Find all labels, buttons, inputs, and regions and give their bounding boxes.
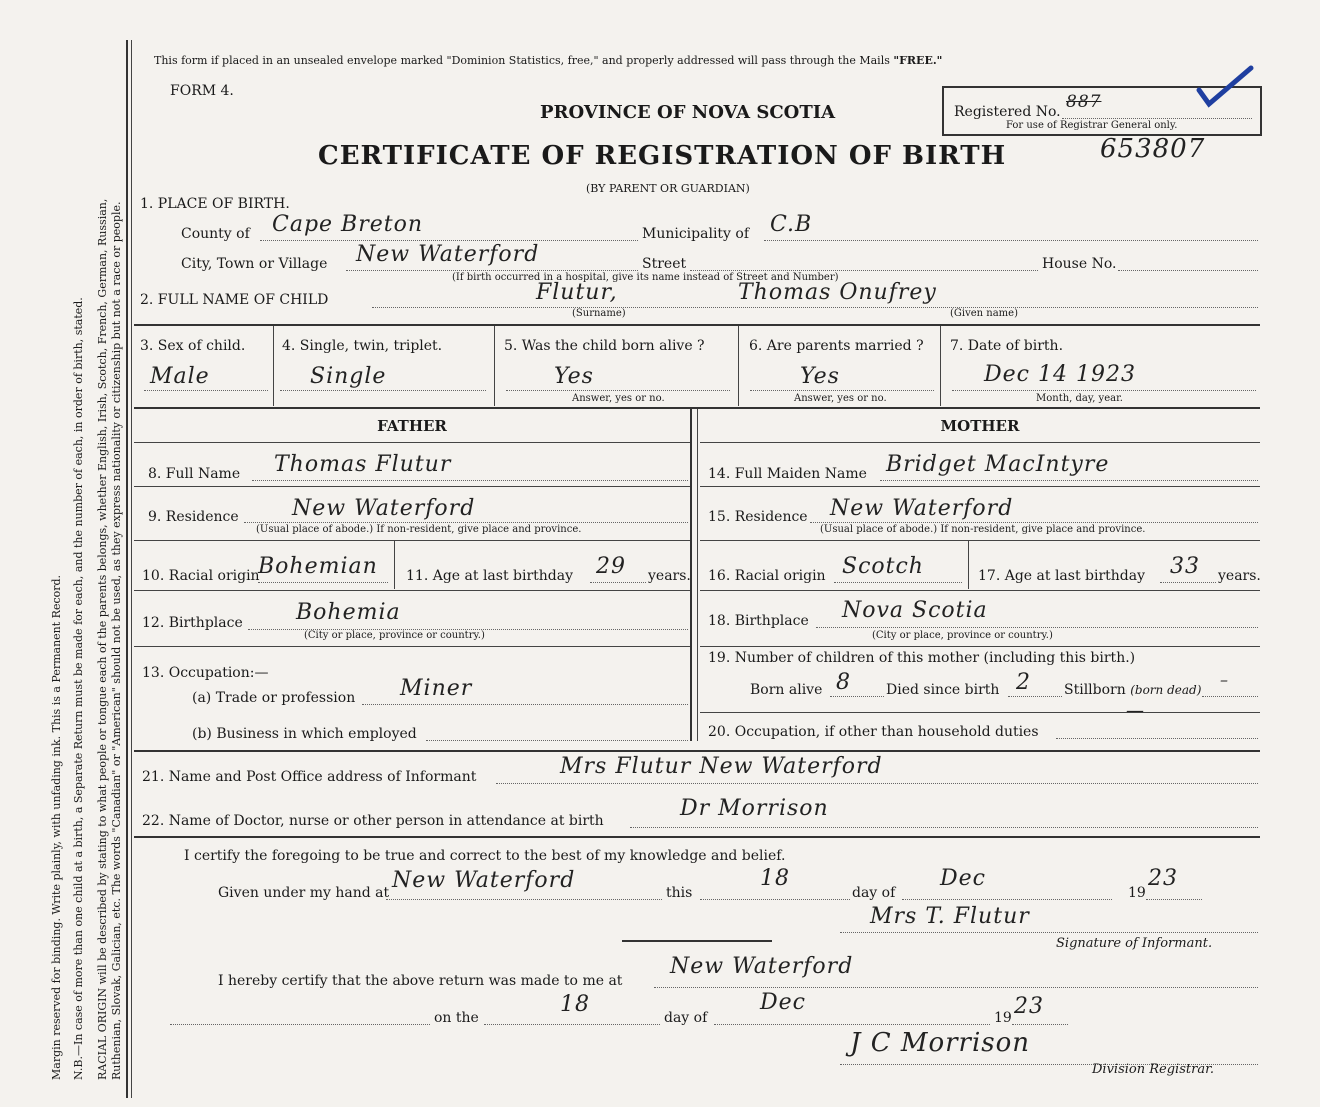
given-under-hand-label: Given under my hand at <box>218 885 390 901</box>
checkmark-icon <box>1195 64 1255 110</box>
on-the-label: on the <box>434 1010 479 1026</box>
house-number-label: House No. <box>1042 256 1117 272</box>
certificate-subtitle: (BY PARENT OR GUARDIAN) <box>586 182 750 195</box>
doctor-label: 22. Name of Doctor, nurse or other person in attendance at birth <box>142 813 604 829</box>
father-racial-origin-label: 10. Racial origin <box>142 568 260 584</box>
registered-value: 887 <box>1066 92 1102 112</box>
registered-label: Registered No. <box>954 104 1061 120</box>
registrar-signature: J C Morrison <box>850 1028 1031 1058</box>
municipality-label: Municipality of <box>642 226 750 242</box>
father-name-value: Thomas Flutur <box>274 452 452 477</box>
registrar-year-value: 23 <box>1014 994 1044 1019</box>
trade-label: (a) Trade or profession <box>192 690 356 706</box>
street-label: Street <box>642 256 687 272</box>
children-count-label: 19. Number of children of this mother (including this birth.) <box>708 650 1136 666</box>
mother-birthplace-caption: (City or place, province or country.) <box>872 630 1053 641</box>
province-title: PROVINCE OF NOVA SCOTIA <box>540 102 836 123</box>
county-label: County of <box>181 226 250 242</box>
died-since-birth-label: Died since birth <box>886 682 1000 698</box>
mother-occupation-label: 20. Occupation, if other than household duties <box>708 724 1039 740</box>
city-label: City, Town or Village <box>181 256 328 272</box>
mother-residence-label: 15. Residence <box>708 509 808 525</box>
surname-caption: (Surname) <box>572 308 626 319</box>
sex-value: Male <box>150 364 210 389</box>
municipality-value: C.B <box>770 212 813 237</box>
margin-note-3: RACIAL ORIGIN will be described by stating to what people or tongue each of the parents belongs, whether English, Irish, Scotch, French, German, Russian, <box>96 198 109 1080</box>
parents-married-question: 6. Are parents married ? <box>749 338 924 354</box>
mother-birthplace-label: 18. Birthplace <box>708 613 809 629</box>
place-of-birth-heading: 1. PLACE OF BIRTH. <box>140 196 290 212</box>
father-residence-value: New Waterford <box>292 496 476 521</box>
business-label: (b) Business in which employed <box>192 726 417 742</box>
trade-value: Miner <box>400 676 473 701</box>
margin-note-4: Ruthenian, Slovak, Galician, etc. The words "Canadian" or "American" should not be used, as they express nationality or citizenship but not a race or people. <box>110 201 123 1080</box>
mother-occupation-value: — <box>1126 700 1145 721</box>
registrar-day-value: 18 <box>560 992 590 1017</box>
father-birthplace-label: 12. Birthplace <box>142 615 243 631</box>
stillborn-note: (born dead) <box>1130 683 1202 697</box>
certification-month-value: Dec <box>940 866 986 891</box>
father-residence-caption: (Usual place of abode.) If non-resident, give place and province. <box>256 524 582 535</box>
registrar-note: For use of Registrar General only. <box>1006 120 1178 131</box>
registrar-year-prefix: 19 <box>994 1010 1012 1026</box>
mother-heading: MOTHER <box>940 417 1020 435</box>
certification-year-prefix: 19 <box>1128 885 1146 901</box>
died-since-birth-value: 2 <box>1016 670 1031 695</box>
date-of-birth-value: Dec 14 1923 <box>984 362 1136 387</box>
father-racial-origin-value: Bohemian <box>258 554 378 579</box>
born-alive-count-label: Born alive <box>750 682 823 698</box>
plurality-value: Single <box>310 364 387 389</box>
father-age-label: 11. Age at last birthday <box>406 568 574 584</box>
given-name-caption: (Given name) <box>950 308 1018 319</box>
mother-name-label: 14. Full Maiden Name <box>708 466 867 482</box>
date-of-birth-label: 7. Date of birth. <box>950 338 1064 354</box>
registrar-certification-statement: I hereby certify that the above return was made to me at <box>218 973 623 989</box>
mother-racial-origin-value: Scotch <box>842 554 924 579</box>
born-alive-answer: Yes <box>554 364 594 389</box>
city-value: New Waterford <box>356 242 540 267</box>
binding-line <box>126 40 128 1098</box>
stillborn-value: – <box>1220 670 1229 689</box>
registrar-place-value: New Waterford <box>670 954 854 979</box>
stillborn-label <box>1064 682 1201 698</box>
child-surname-value: Flutur, <box>536 280 618 305</box>
certification-year-value: 23 <box>1148 866 1178 891</box>
father-age-value: 29 <box>596 554 626 579</box>
informant-signature: Mrs T. Flutur <box>870 904 1030 929</box>
margin-note-2: N.B.—In case of more than one child at a birth, a Separate Return must be made for each, and the number of each, in order of birth, stated. <box>72 297 85 1080</box>
certification-day-value: 18 <box>760 866 790 891</box>
certificate-title: CERTIFICATE OF REGISTRATION OF BIRTH <box>318 141 1007 171</box>
father-occupation-label: 13. Occupation:— <box>142 665 269 681</box>
mother-name-value: Bridget MacIntyre <box>886 452 1110 477</box>
parents-married-answer: Yes <box>800 364 840 389</box>
county-value: Cape Breton <box>272 212 424 237</box>
informant-value: Mrs Flutur New Waterford <box>560 754 883 779</box>
plurality-label: 4. Single, twin, triplet. <box>282 338 443 354</box>
day-of-label: day of <box>852 885 896 901</box>
this-label: this <box>666 885 693 901</box>
certificate-number: 653807 <box>1100 134 1206 164</box>
father-birthplace-value: Bohemia <box>296 600 401 625</box>
mother-birthplace-value: Nova Scotia <box>842 598 988 623</box>
father-heading: FATHER <box>377 417 447 435</box>
father-birthplace-caption: (City or place, province or country.) <box>304 630 485 641</box>
mother-age-unit: years. <box>1218 568 1261 584</box>
father-residence-label: 9. Residence <box>148 509 239 525</box>
registrar-month-value: Dec <box>760 990 806 1015</box>
mother-residence-value: New Waterford <box>830 496 1014 521</box>
registrar-day-of-label: day of <box>664 1010 708 1026</box>
registrar-signature-caption: Division Registrar. <box>1092 1062 1214 1077</box>
date-of-birth-caption: Month, day, year. <box>1036 393 1123 404</box>
stillborn-label-text: Stillborn <box>1064 682 1126 698</box>
binding-line-inner <box>131 40 132 1098</box>
given-place-value: New Waterford <box>392 868 576 893</box>
father-name-label: 8. Full Name <box>148 466 241 482</box>
mother-age-label: 17. Age at last birthday <box>978 568 1146 584</box>
child-given-name-value: Thomas Onufrey <box>738 280 937 305</box>
sex-label: 3. Sex of child. <box>140 338 246 354</box>
born-alive-caption: Answer, yes or no. <box>572 393 665 404</box>
father-age-unit: years. <box>648 568 691 584</box>
informant-signature-caption: Signature of Informant. <box>1056 936 1213 951</box>
mail-notice: This form if placed in an unsealed envelope marked "Dominion Statistics, free," and properly addressed will pass through the Mails "FREE." <box>154 54 943 67</box>
informant-certification-statement: I certify the foregoing to be true and correct to the best of my knowledge and belief. <box>184 848 786 864</box>
form-number: FORM 4. <box>170 83 234 99</box>
parents-married-caption: Answer, yes or no. <box>794 393 887 404</box>
doctor-value: Dr Morrison <box>680 796 829 821</box>
informant-label: 21. Name and Post Office address of Informant <box>142 769 477 785</box>
mother-racial-origin-label: 16. Racial origin <box>708 568 826 584</box>
margin-note-1: Margin reserved for binding. Write plainly, with unfading ink. This is a Permanent Record. <box>50 574 63 1080</box>
born-alive-question: 5. Was the child born alive ? <box>504 338 705 354</box>
mother-residence-caption: (Usual place of abode.) If non-resident, give place and province. <box>820 524 1146 535</box>
hospital-note: (If birth occurred in a hospital, give its name instead of Street and Number) <box>452 272 839 283</box>
mother-age-value: 33 <box>1170 554 1200 579</box>
child-name-label: 2. FULL NAME OF CHILD <box>140 292 329 308</box>
born-alive-count-value: 8 <box>836 670 851 695</box>
